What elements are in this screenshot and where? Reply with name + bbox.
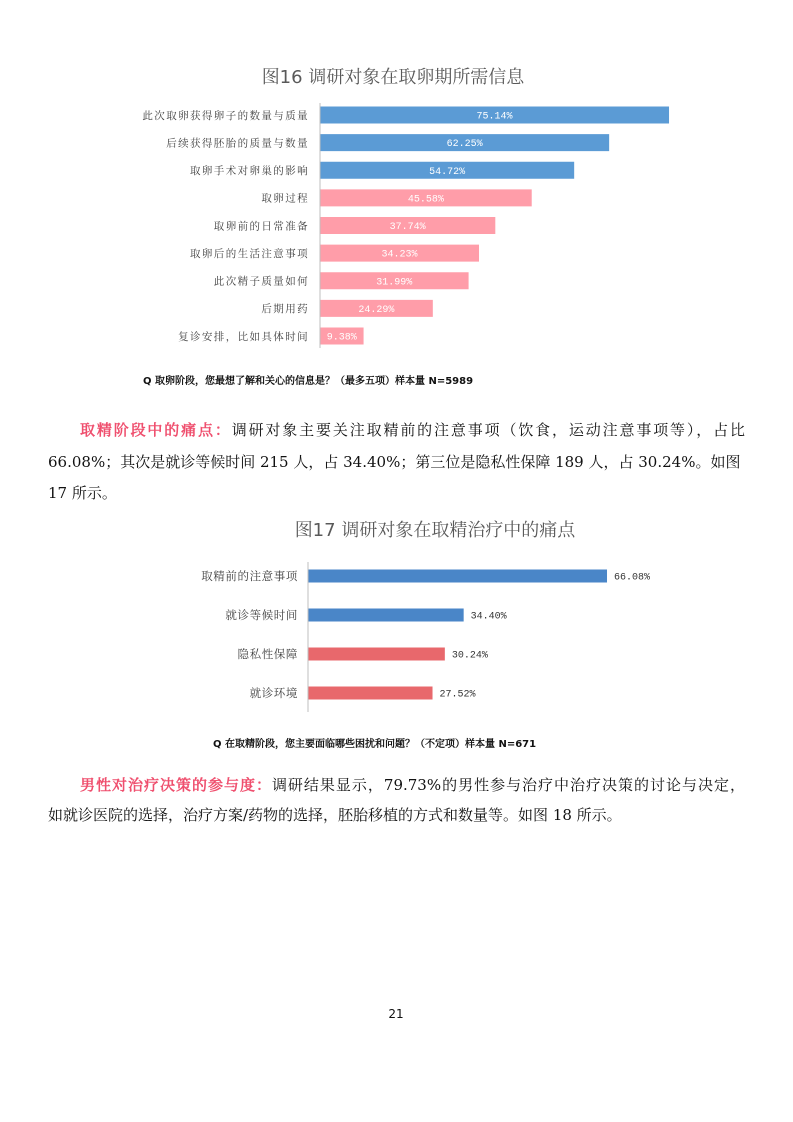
chart17-value-label-2: 34.40% xyxy=(470,611,507,623)
paragraph-1-line-3: 17 所示。 xyxy=(48,484,117,502)
chart16-category-label-9: 复诊安排，比如具体时间 xyxy=(178,330,309,343)
paragraph-2-line-2: 如就诊医院的选择，治疗方案/药物的选择，胚胎移植的方式和数量等。如图 18 所示。 xyxy=(48,806,622,824)
chart-16-title: 图16 调研对象在取卵期所需信息 xyxy=(261,67,525,88)
chart-16-plot xyxy=(0,95,793,355)
chart-17-title: 图17 调研对象在取精治疗中的痛点 xyxy=(294,520,576,541)
chart-17-caption: Q 在取精阶段，您主要面临哪些困扰和问题？（不定项）样本量 N=671 xyxy=(213,739,537,750)
chart17-category-label-2: 就诊等候时间 xyxy=(225,608,298,623)
chart16-category-label-5: 取卵前的日常准备 xyxy=(213,220,309,233)
chart17-bar-3 xyxy=(308,648,445,661)
chart17-bar-4 xyxy=(308,687,433,700)
paragraph-2-line-1 xyxy=(80,775,745,795)
chart17-category-label-4: 就诊环境 xyxy=(249,686,298,701)
page-number: 21 xyxy=(388,1007,404,1021)
paragraph-2-text-1: 调研结果显示，79.73%的男性参与治疗中治疗决策的讨论与决定， xyxy=(271,776,745,794)
paragraph-2-lead: 男性对治疗决策的参与度： xyxy=(80,776,272,794)
chart16-category-label-1: 此次取卵获得卵子的数量与质量 xyxy=(142,109,309,122)
paragraph-1-line-1 xyxy=(80,420,745,440)
chart16-value-label-2: 62.25% xyxy=(446,139,483,151)
chart16-category-label-3: 取卵手术对卵巢的影响 xyxy=(190,165,309,178)
chart16-value-label-7: 31.99% xyxy=(376,277,413,289)
paragraph-1-lead: 取精阶段中的痛点： xyxy=(80,421,232,439)
chart17-value-label-4: 27.52% xyxy=(439,689,476,701)
chart17-category-label-3: 隐私性保障 xyxy=(237,647,298,662)
chart17-value-label-3: 30.24% xyxy=(451,650,488,662)
chart16-value-label-9: 9.38% xyxy=(326,332,357,344)
chart17-category-label-1: 取精前的注意事项 xyxy=(201,569,298,584)
chart16-value-label-4: 45.58% xyxy=(407,194,444,206)
chart17-bar-2 xyxy=(308,609,464,622)
chart16-category-label-7: 此次精子质量如何 xyxy=(213,275,309,288)
chart16-value-label-8: 24.29% xyxy=(358,304,395,316)
chart16-value-label-3: 54.72% xyxy=(429,166,466,178)
chart16-value-label-5: 37.74% xyxy=(389,222,426,234)
paragraph-1-line-2: 66.08%；其次是就诊等候时间 215 人，占 34.40%；第三位是隐私性保障 189 人，占 30.24%。如图 xyxy=(48,453,741,471)
chart17-value-label-1: 66.08% xyxy=(614,572,651,584)
chart-17-plot xyxy=(0,555,793,720)
chart16-value-label-6: 34.23% xyxy=(381,249,418,261)
chart17-bar-1 xyxy=(308,570,607,583)
chart16-value-label-1: 75.14% xyxy=(476,111,513,123)
chart16-category-label-6: 取卵后的生活注意事项 xyxy=(190,247,309,260)
chart16-category-label-2: 后续获得胚胎的质量与数量 xyxy=(166,137,309,150)
chart-16-caption: Q 取卵阶段，您最想了解和关心的信息是？（最多五项）样本量 N=5989 xyxy=(143,376,474,387)
chart16-category-label-4: 取卵过程 xyxy=(261,192,309,205)
chart16-category-label-8: 后期用药 xyxy=(261,303,309,316)
paragraph-1-text-1: 调研对象主要关注取精前的注意事项（饮食，运动注意事项等），占比 xyxy=(231,421,745,439)
